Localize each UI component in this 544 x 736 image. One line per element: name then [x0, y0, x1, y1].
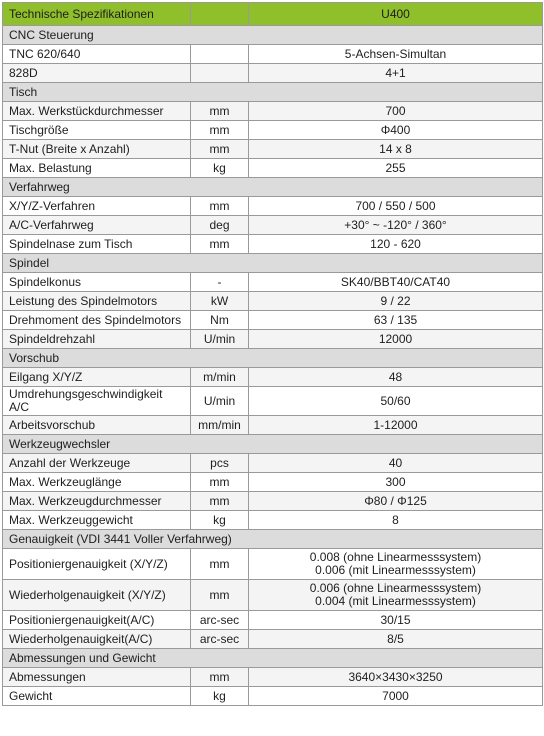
section-header: [3, 26, 543, 45]
spec-value: 255: [249, 159, 543, 178]
section-header: [3, 349, 543, 368]
spec-label: Arbeitsvorschub: [3, 416, 191, 435]
section-title: Tisch: [3, 83, 543, 102]
spec-row: [3, 292, 543, 311]
spec-label: Positioniergenauigkeit (X/Y/Z): [3, 549, 191, 580]
table-header-row: [3, 3, 543, 26]
spec-unit: mm: [191, 668, 249, 687]
spec-value: Φ80 / Φ125: [249, 492, 543, 511]
spec-row: [3, 216, 543, 235]
section-title: Vorschub: [3, 349, 543, 368]
spec-unit: U/min: [191, 330, 249, 349]
spec-label: Umdrehungsgeschwindigkeit A/C: [3, 387, 191, 416]
spec-title: Technische Spezifikationen: [3, 3, 191, 26]
spec-table: [2, 2, 543, 706]
model-name: U400: [249, 3, 543, 26]
spec-row: [3, 159, 543, 178]
spec-row: [3, 454, 543, 473]
spec-value: 14 x 8: [249, 140, 543, 159]
section-header: [3, 649, 543, 668]
spec-row: [3, 416, 543, 435]
spec-label: Gewicht: [3, 687, 191, 706]
spec-row: [3, 668, 543, 687]
section-header: [3, 435, 543, 454]
spec-row: [3, 687, 543, 706]
spec-unit: mm: [191, 197, 249, 216]
spec-unit: mm: [191, 549, 249, 580]
spec-label: Wiederholgenauigkeit (X/Y/Z): [3, 580, 191, 611]
spec-value: +30° ~ -120° / 360°: [249, 216, 543, 235]
spec-unit: kW: [191, 292, 249, 311]
spec-label: Eilgang X/Y/Z: [3, 368, 191, 387]
spec-unit: kg: [191, 511, 249, 530]
spec-value: 300: [249, 473, 543, 492]
spec-value: 700 / 550 / 500: [249, 197, 543, 216]
spec-unit: m/min: [191, 368, 249, 387]
section-header: [3, 178, 543, 197]
spec-value: 40: [249, 454, 543, 473]
spec-value: 3640×3430×3250: [249, 668, 543, 687]
spec-unit: deg: [191, 216, 249, 235]
spec-label: Wiederholgenauigkeit(A/C): [3, 630, 191, 649]
spec-label: Spindelnase zum Tisch: [3, 235, 191, 254]
section-title: Verfahrweg: [3, 178, 543, 197]
spec-row: [3, 368, 543, 387]
spec-value: 12000: [249, 330, 543, 349]
spec-value: 63 / 135: [249, 311, 543, 330]
spec-value: 0.006 (ohne Linearmesssystem) 0.004 (mit Linearmesssystem): [249, 580, 543, 611]
spec-label: 828D: [3, 64, 191, 83]
section-title: Spindel: [3, 254, 543, 273]
spec-row: [3, 102, 543, 121]
spec-label: Drehmoment des Spindelmotors: [3, 311, 191, 330]
spec-value: 9 / 22: [249, 292, 543, 311]
spec-label: Leistung des Spindelmotors: [3, 292, 191, 311]
spec-unit: mm: [191, 473, 249, 492]
spec-label: Positioniergenauigkeit(A/C): [3, 611, 191, 630]
spec-row: [3, 492, 543, 511]
spec-value: 7000: [249, 687, 543, 706]
spec-unit: mm: [191, 580, 249, 611]
spec-label: Spindelkonus: [3, 273, 191, 292]
spec-unit: Nm: [191, 311, 249, 330]
spec-label: Spindeldrehzahl: [3, 330, 191, 349]
spec-label: Max. Werkzeugdurchmesser: [3, 492, 191, 511]
spec-row: [3, 630, 543, 649]
spec-value: 4+1: [249, 64, 543, 83]
spec-row: [3, 64, 543, 83]
spec-value: 1-12000: [249, 416, 543, 435]
section-title: Werkzeugwechsler: [3, 435, 543, 454]
spec-row: [3, 197, 543, 216]
spec-row: [3, 387, 543, 416]
spec-value: 8/5: [249, 630, 543, 649]
spec-value: 700: [249, 102, 543, 121]
spec-body: [3, 26, 543, 706]
spec-unit: mm: [191, 140, 249, 159]
spec-row: [3, 273, 543, 292]
spec-unit: [191, 45, 249, 64]
spec-label: Anzahl der Werkzeuge: [3, 454, 191, 473]
spec-unit: mm: [191, 102, 249, 121]
spec-unit: kg: [191, 687, 249, 706]
spec-row: [3, 549, 543, 580]
spec-label: TNC 620/640: [3, 45, 191, 64]
section-title: Genauigkeit (VDI 3441 Voller Verfahrweg): [3, 530, 543, 549]
section-header: [3, 254, 543, 273]
spec-row: [3, 330, 543, 349]
section-header: [3, 83, 543, 102]
spec-unit: U/min: [191, 387, 249, 416]
spec-unit: mm/min: [191, 416, 249, 435]
spec-label: Max. Werkstückdurchmesser: [3, 102, 191, 121]
spec-value: Φ400: [249, 121, 543, 140]
spec-value: 50/60: [249, 387, 543, 416]
spec-label: X/Y/Z-Verfahren: [3, 197, 191, 216]
spec-row: [3, 511, 543, 530]
spec-label: Abmessungen: [3, 668, 191, 687]
spec-row: [3, 121, 543, 140]
spec-unit: pcs: [191, 454, 249, 473]
spec-value: 5-Achsen-Simultan: [249, 45, 543, 64]
spec-unit: -: [191, 273, 249, 292]
spec-unit: arc-sec: [191, 611, 249, 630]
spec-value: 120 - 620: [249, 235, 543, 254]
spec-label: Max. Werkzeuggewicht: [3, 511, 191, 530]
spec-row: [3, 311, 543, 330]
spec-row: [3, 580, 543, 611]
spec-row: [3, 473, 543, 492]
spec-row: [3, 611, 543, 630]
spec-label: Tischgröße: [3, 121, 191, 140]
spec-label: A/C-Verfahrweg: [3, 216, 191, 235]
spec-unit: mm: [191, 492, 249, 511]
spec-value: 0.008 (ohne Linearmesssystem) 0.006 (mit Linearmesssystem): [249, 549, 543, 580]
spec-label: Max. Werkzeuglänge: [3, 473, 191, 492]
spec-unit: mm: [191, 235, 249, 254]
spec-value: SK40/BBT40/CAT40: [249, 273, 543, 292]
spec-value: 30/15: [249, 611, 543, 630]
spec-row: [3, 235, 543, 254]
section-title: CNC Steuerung: [3, 26, 543, 45]
spec-unit: [191, 64, 249, 83]
spec-row: [3, 45, 543, 64]
spec-unit: kg: [191, 159, 249, 178]
spec-label: Max. Belastung: [3, 159, 191, 178]
spec-value: 8: [249, 511, 543, 530]
spec-value: 48: [249, 368, 543, 387]
section-title: Abmessungen und Gewicht: [3, 649, 543, 668]
spec-unit: arc-sec: [191, 630, 249, 649]
spec-row: [3, 140, 543, 159]
spec-label: T-Nut (Breite x Anzahl): [3, 140, 191, 159]
spec-unit: mm: [191, 121, 249, 140]
section-header: [3, 530, 543, 549]
header-unit-cell: [191, 3, 249, 26]
